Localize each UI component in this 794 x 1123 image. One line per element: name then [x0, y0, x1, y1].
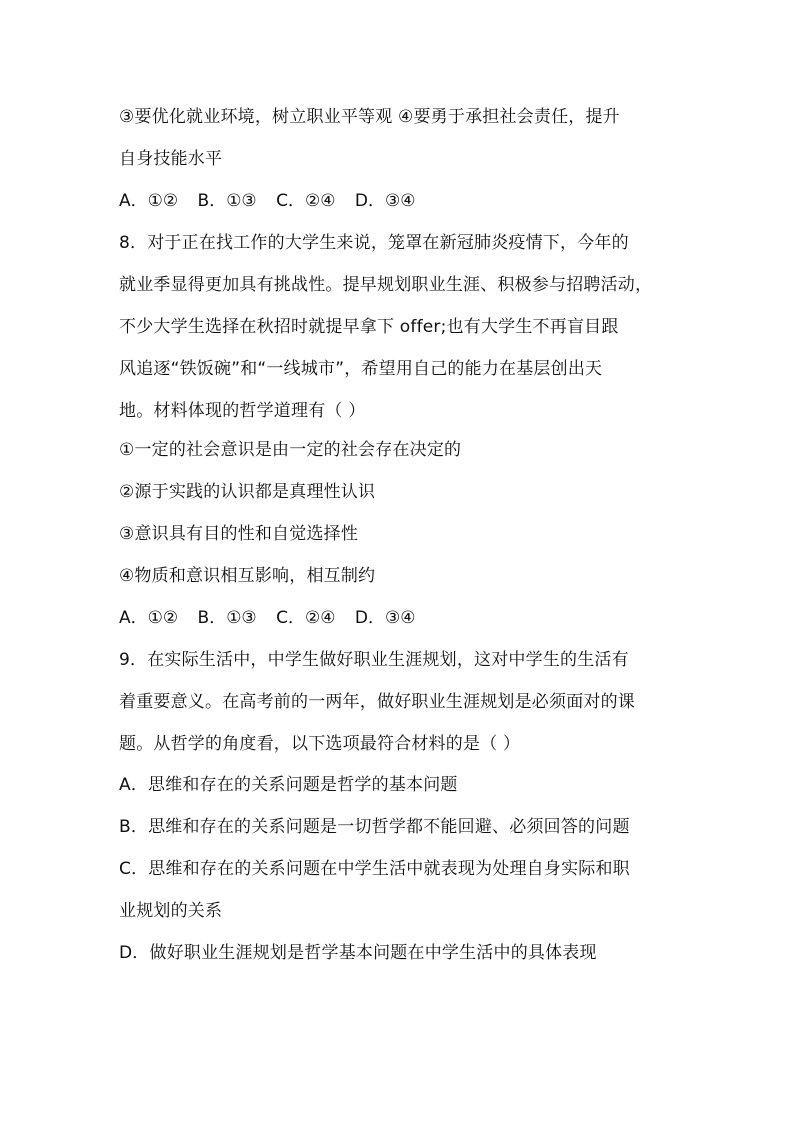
q7-option-line-3-4: ③要优化就业环境，树立职业平等观 ④要勇于承担社会责任，提升 — [119, 107, 620, 127]
q7-choice-b: B．①③ — [197, 191, 257, 211]
q8-statement-2: ②源于实践的认识都是真理性认识 — [119, 482, 376, 502]
q9-choice-a: A．思维和存在的关系问题是哲学的基本问题 — [119, 775, 458, 795]
q9-choice-c-line-2: 业规划的关系 — [119, 901, 223, 921]
q7-choice-a: A．①② — [119, 191, 179, 211]
q8-statement-3: ③意识具有目的性和自觉选择性 — [119, 524, 359, 544]
q9-choice-d: D．做好职业生涯规划是哲学基本问题在中学生活中的具体表现 — [119, 943, 597, 963]
q8-stem-line-2: 就业季显得更加具有挑战性。提早规划职业生涯、积极参与招聘活动， — [119, 275, 653, 295]
q8-stem-line-1: 8．对于正在找工作的大学生来说，笼罩在新冠肺炎疫情下，今年的 — [119, 233, 629, 253]
q7-option-line-4-cont: 自身技能水平 — [119, 149, 223, 169]
q8-choice-a: A．①② — [119, 608, 179, 628]
q7-choice-c: C．②④ — [276, 191, 336, 211]
q9-stem-line-1: 9．在实际生活中，中学生做好职业生涯规划，这对中学生的生活有 — [119, 650, 629, 670]
q9-stem-line-2: 着重要意义。在高考前的一两年，做好职业生涯规划是必须面对的课 — [119, 692, 635, 712]
q8-stem-line-5: 地。材料体现的哲学道理有（ ） — [119, 401, 366, 421]
q8-stem-line-4: 风追逐“铁饭碗”和“一线城市”，希望用自己的能力在基层创出天 — [119, 359, 603, 379]
q8-statement-1: ①一定的社会意识是由一定的社会存在决定的 — [119, 440, 462, 460]
q8-answer-choices — [119, 606, 429, 630]
q7-answer-choices — [119, 189, 429, 213]
q8-choice-d: D．③④ — [354, 608, 416, 628]
q8-choice-b: B．①③ — [197, 608, 257, 628]
q9-choice-c-line-1: C．思维和存在的关系问题在中学生活中就表现为处理自身实际和职 — [119, 859, 630, 879]
q8-statement-4: ④物质和意识相互影响，相互制约 — [119, 566, 376, 586]
q9-choice-b: B．思维和存在的关系问题是一切哲学都不能回避、必须回答的问题 — [119, 817, 630, 837]
q7-choice-d: D．③④ — [354, 191, 416, 211]
q8-stem-line-3: 不少大学生选择在秋招时就提早拿下 offer;也有大学生不再盲目跟 — [119, 317, 619, 337]
q8-choice-c: C．②④ — [276, 608, 336, 628]
q9-stem-line-3: 题。从哲学的角度看，以下选项最符合材料的是（ ） — [119, 734, 521, 754]
